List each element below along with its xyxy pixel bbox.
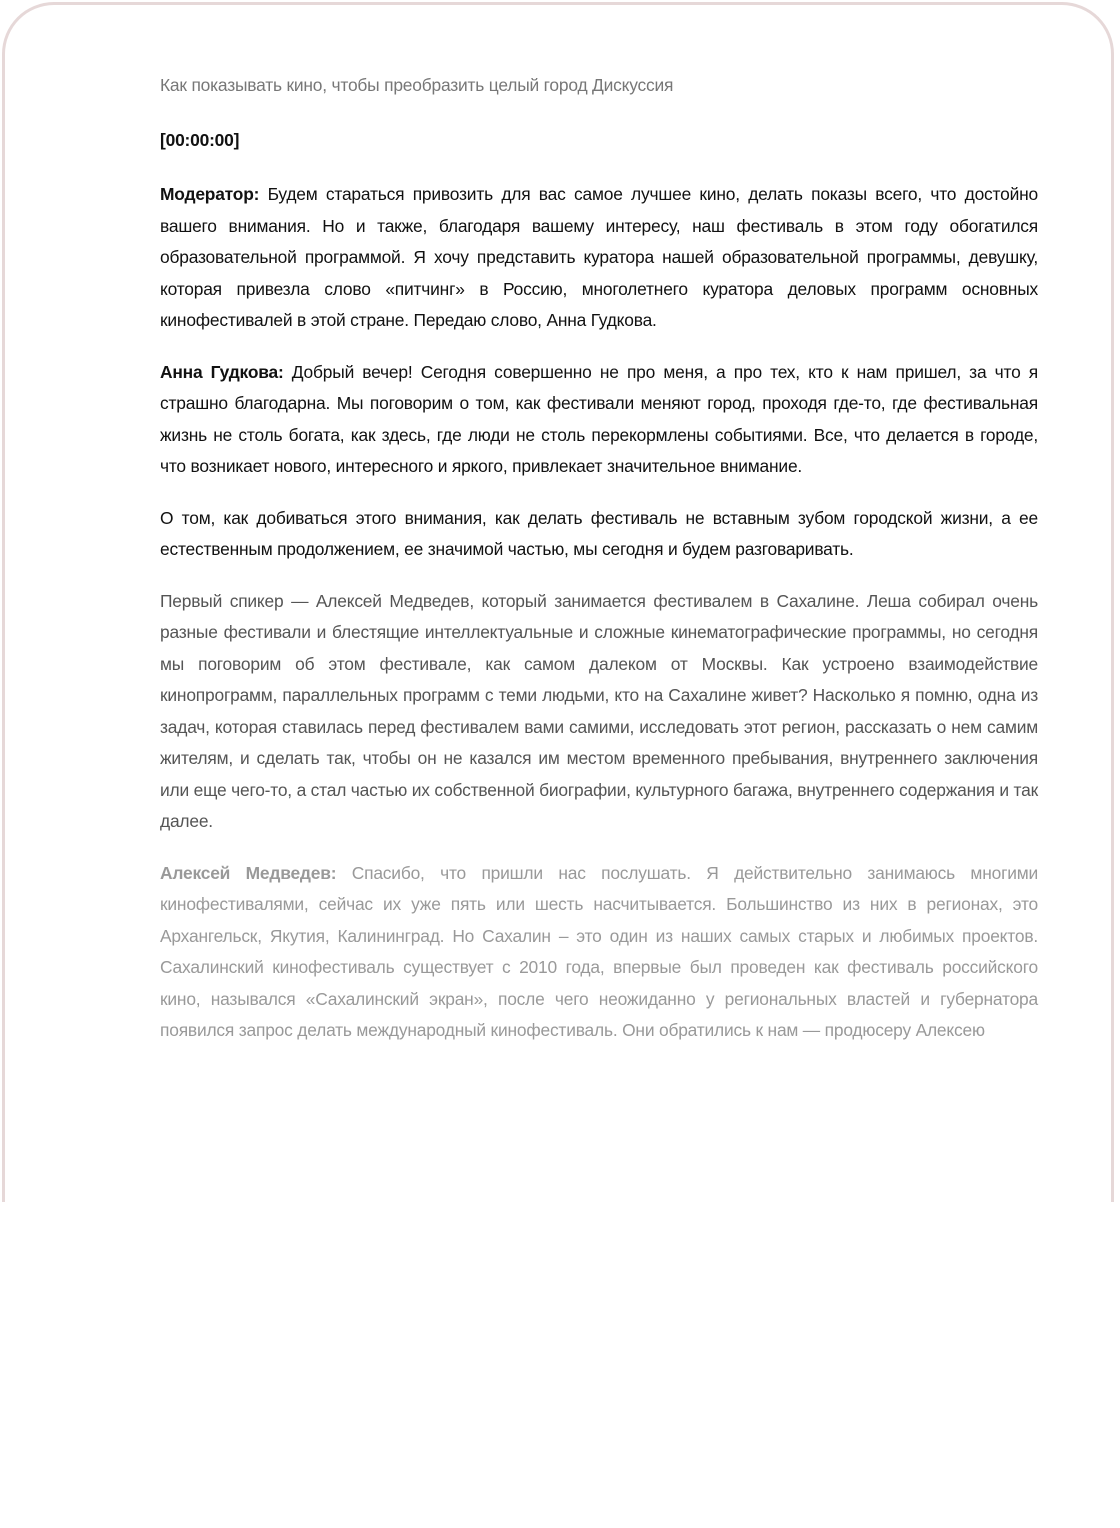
paragraph-medvedev bbox=[160, 858, 1038, 1047]
speaker-label: Алексей Медведев: bbox=[160, 862, 337, 883]
paragraph-text: Спасибо, что пришли нас послушать. Я действительно занимаюсь многими кинофестивалями, сейчас их уже пять или шесть насчитывается. Большинство из них в регионах, это Архангельск, Якутия, Калининград. Но Сахалин – это один из наших самых старых и любимых проектов. Сахалинский кинофестиваль существует с 2010 года, впервые был проведен как фестиваль российского кино, назывался «Сахалинский экран», после чего неожиданно у региональных властей и губернатора появился запрос делать международный кинофестиваль. Они обратились к нам — продюсеру Алексею bbox=[160, 862, 1038, 1040]
paragraph-text: О том, как добиваться этого внимания, как делать фестиваль не вставным зубом городской жизни, а ее естественным продолжением, ее значимой частью, мы сегодня и будем разговаривать. bbox=[160, 507, 1038, 559]
paragraph-text: Добрый вечер! Сегодня совершенно не про меня, а про тех, кто к нам пришел, за что я страшно благодарна. Мы поговорим о том, как фестивали меняют город, проходя где-то, где фестивальная жизнь не столь богата, как здесь, где люди не столь перекормлены событиями. Все, что делается в городе, что возникает нового, интересного и яркого, привлекает значительное внимание. bbox=[160, 361, 1038, 476]
document-title: Как показывать кино, чтобы преобразить целый город Дискуссия bbox=[160, 75, 674, 95]
speaker-label: Модератор: bbox=[160, 184, 260, 204]
paragraph bbox=[160, 586, 1038, 838]
paragraph-text: Будем стараться привозить для вас самое лучшее кино, делать показы всего, что достойно вашего внимания. Но и также, благодаря вашему интересу, наш фестиваль в этом году обогатился образовательной программой. Я хочу представить куратора нашей образовательной программы, девушку, которая привезла слово «питчинг» в Россию, многолетнего куратора деловых программ основных кинофестивалей в этой стране. Передаю слово, Анна Гудкова. bbox=[160, 184, 1038, 330]
paragraph-text: Первый спикер — Алексей Медведев, который занимается фестивалем в Сахалине. Леша собирал очень разные фестивали и блестящие интеллектуальные и сложные кинематографические программы, но сегодня мы поговорим об этом фестивале, как самом далеком от Москвы. Как устроено взаимодействие кинопрограмм, параллельных программ с теми людьми, кто на Сахалине живет? Насколько я помню, одна из задач, которая ставилась перед фестивалем вами самими, исследовать этот регион, рассказать о нем самим жителям, и сделать так, чтобы он не казался им местом временного пребывания, внутреннего заключения или еще чего-то, а стал частью их собственной биографии, культурного багажа, внутреннего содержания и так далее. bbox=[160, 590, 1038, 831]
timestamp: [00:00:00] bbox=[160, 129, 240, 150]
paragraph-gudkova bbox=[160, 357, 1038, 483]
paragraph-moderator bbox=[160, 179, 1038, 337]
paragraph bbox=[160, 503, 1038, 566]
document-body bbox=[160, 70, 1038, 1067]
speaker-label: Анна Гудкова: bbox=[160, 361, 284, 382]
